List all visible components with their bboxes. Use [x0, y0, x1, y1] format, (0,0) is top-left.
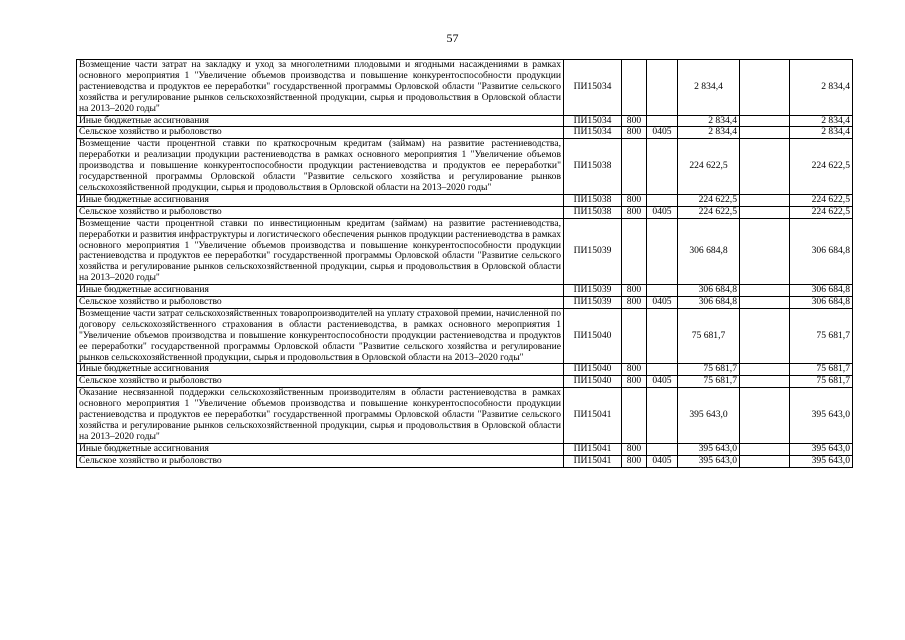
row-rp-cell	[647, 194, 678, 206]
row-vr-cell	[622, 218, 647, 284]
row-code-cell: ПИ15041	[564, 455, 622, 467]
row-code-cell: ПИ15041	[564, 388, 622, 444]
row-name-cell: Возмещение части процентной ставки по краткосрочным кредитам (займам) на развитие растениеводства, переработки и реализации продукции растениеводства в рамках основного мероприятия 1 "Увеличение объемов производства и повышение конкурентоспособности продукции растениеводства и продуктов ее переработки" государственной программы Орловской области "Развитие сельского хозяйства и регулирование рынков сельскохозяйственной продукции, сырья и продовольствия в Орловской области на 2013–2020 годы"	[77, 139, 564, 195]
row-sum1-cell: 306 684,8	[678, 218, 740, 284]
table-row	[77, 455, 853, 467]
row-code-cell: ПИ15038	[564, 139, 622, 195]
row-name-cell: Возмещение части затрат на закладку и уход за многолетними плодовыми и ягодными насаждениями в рамках основного мероприятия 1 "Увеличение объемов производства и повышение конкурентоспособности продукции растениеводства и продуктов ее переработки" государственной программы Орловской области "Развитие сельского хозяйства и регулирование рынков сельскохозяйственной продукции, сырья и продовольствия в Орловской области на 2013–2020 годы"	[77, 60, 564, 116]
row-rp-cell: 0405	[647, 127, 678, 139]
row-code-cell: ПИ15041	[564, 443, 622, 455]
row-name-cell: Сельское хозяйство и рыболовство	[77, 127, 564, 139]
row-name-cell: Возмещение части процентной ставки по инвестиционным кредитам (займам) на развитие растениеводства, переработки и развития инфраструктуры и логистического обеспечения рынков продукции растениеводства в рамках основного мероприятия 1 "Увеличение объемов производства и повышение конкурентоспособности продукции растениеводства и продуктов ее переработки" государственной программы Орловской области "Развитие сельского хозяйства и регулирование рынков сельскохозяйственной продукции, сырья и продовольствия в Орловской области на 2013–2020 годы"	[77, 218, 564, 284]
row-sum2-cell	[740, 376, 790, 388]
row-name-cell: Сельское хозяйство и рыболовство	[77, 206, 564, 218]
row-vr-cell: 800	[622, 443, 647, 455]
row-sum1-cell: 2 834,4	[678, 60, 740, 116]
row-sum3-cell: 2 834,4	[790, 60, 853, 116]
row-vr-cell: 800	[622, 376, 647, 388]
row-code-cell: ПИ15034	[564, 127, 622, 139]
row-sum1-cell: 75 681,7	[678, 308, 740, 364]
row-sum2-cell	[740, 206, 790, 218]
row-name-cell: Сельское хозяйство и рыболовство	[77, 455, 564, 467]
row-sum3-cell: 224 622,5	[790, 139, 853, 195]
row-code-cell: ПИ15038	[564, 206, 622, 218]
row-rp-cell: 0405	[647, 206, 678, 218]
row-vr-cell: 800	[622, 455, 647, 467]
row-vr-cell: 800	[622, 364, 647, 376]
row-rp-cell	[647, 388, 678, 444]
row-sum2-cell	[740, 218, 790, 284]
row-rp-cell: 0405	[647, 297, 678, 309]
row-vr-cell: 800	[622, 194, 647, 206]
table-row	[77, 364, 853, 376]
row-sum3-cell: 395 643,0	[790, 455, 853, 467]
row-vr-cell: 800	[622, 285, 647, 297]
row-sum2-cell	[740, 60, 790, 116]
table-row	[77, 127, 853, 139]
row-sum1-cell: 395 643,0	[678, 443, 740, 455]
row-sum2-cell	[740, 285, 790, 297]
row-sum2-cell	[740, 455, 790, 467]
row-vr-cell: 800	[622, 115, 647, 127]
row-name-cell: Сельское хозяйство и рыболовство	[77, 376, 564, 388]
table-row	[77, 285, 853, 297]
row-vr-cell	[622, 139, 647, 195]
row-sum1-cell: 395 643,0	[678, 388, 740, 444]
table-row	[77, 218, 853, 284]
row-name-cell: Возмещение части затрат сельскохозяйственных товаропроизводителей на уплату страховой премии, начисленной по договору сельскохозяйственного страхования в области растениеводства, в рамках основного мероприятия 1 "Увеличение объемов производства и повышение конкурентоспособности продукции растениеводства и продуктов ее переработки" государственной программы Орловской области "Развитие сельского хозяйства и регулирование рынков сельскохозяйственной продукции, сырья и продовольствия в Орловской области на 2013–2020 годы"	[77, 308, 564, 364]
row-rp-cell	[647, 285, 678, 297]
table-row	[77, 206, 853, 218]
row-sum3-cell: 2 834,4	[790, 115, 853, 127]
row-sum3-cell: 224 622,5	[790, 206, 853, 218]
row-sum1-cell: 224 622,5	[678, 206, 740, 218]
table-row	[77, 60, 853, 116]
row-rp-cell	[647, 218, 678, 284]
row-sum2-cell	[740, 115, 790, 127]
row-sum3-cell: 2 834,4	[790, 127, 853, 139]
row-code-cell: ПИ15039	[564, 285, 622, 297]
row-sum3-cell: 75 681,7	[790, 364, 853, 376]
row-sum2-cell	[740, 443, 790, 455]
row-sum2-cell	[740, 297, 790, 309]
row-sum1-cell: 224 622,5	[678, 139, 740, 195]
row-name-cell: Оказание несвязанной поддержки сельскохозяйственным производителям в области растениеводства в рамках основного мероприятия 1 "Увеличение объемов производства и повышение конкурентоспособности продукции растениеводства и продуктов ее переработки" государственной программы Орловской области "Развитие сельского хозяйства и регулирование рынков сельскохозяйственной продукции, сырья и продовольствия в Орловской области на 2013–2020 годы"	[77, 388, 564, 444]
row-vr-cell: 800	[622, 206, 647, 218]
row-code-cell: ПИ15039	[564, 218, 622, 284]
row-rp-cell	[647, 60, 678, 116]
row-rp-cell	[647, 364, 678, 376]
row-sum2-cell	[740, 194, 790, 206]
row-sum2-cell	[740, 308, 790, 364]
table-body	[77, 60, 853, 468]
table-row	[77, 115, 853, 127]
row-name-cell: Сельское хозяйство и рыболовство	[77, 297, 564, 309]
row-sum3-cell: 75 681,7	[790, 376, 853, 388]
row-vr-cell: 800	[622, 127, 647, 139]
row-rp-cell	[647, 115, 678, 127]
row-rp-cell	[647, 308, 678, 364]
row-sum3-cell: 395 643,0	[790, 388, 853, 444]
row-sum1-cell: 2 834,4	[678, 127, 740, 139]
table-row	[77, 376, 853, 388]
row-sum1-cell: 224 622,5	[678, 194, 740, 206]
table-row	[77, 194, 853, 206]
row-sum3-cell: 75 681,7	[790, 308, 853, 364]
row-sum1-cell: 75 681,7	[678, 376, 740, 388]
row-rp-cell	[647, 443, 678, 455]
row-name-cell: Иные бюджетные ассигнования	[77, 443, 564, 455]
row-sum3-cell: 306 684,8	[790, 297, 853, 309]
row-name-cell: Иные бюджетные ассигнования	[77, 285, 564, 297]
table-row	[77, 388, 853, 444]
row-vr-cell	[622, 308, 647, 364]
budget-table	[76, 59, 853, 468]
row-sum1-cell: 75 681,7	[678, 364, 740, 376]
row-code-cell: ПИ15040	[564, 364, 622, 376]
row-sum1-cell: 395 643,0	[678, 455, 740, 467]
row-sum2-cell	[740, 364, 790, 376]
page-number: 57	[446, 31, 459, 45]
row-sum3-cell: 306 684,8	[790, 285, 853, 297]
row-sum1-cell: 2 834,4	[678, 115, 740, 127]
table-row	[77, 443, 853, 455]
row-rp-cell	[647, 139, 678, 195]
row-code-cell: ПИ15038	[564, 194, 622, 206]
row-sum3-cell: 395 643,0	[790, 443, 853, 455]
table-row	[77, 139, 853, 195]
row-name-cell: Иные бюджетные ассигнования	[77, 115, 564, 127]
row-vr-cell	[622, 388, 647, 444]
row-code-cell: ПИ15034	[564, 60, 622, 116]
row-sum1-cell: 306 684,8	[678, 297, 740, 309]
row-vr-cell: 800	[622, 297, 647, 309]
row-sum1-cell: 306 684,8	[678, 285, 740, 297]
row-sum3-cell: 224 622,5	[790, 194, 853, 206]
row-rp-cell: 0405	[647, 455, 678, 467]
table-row	[77, 297, 853, 309]
row-code-cell: ПИ15040	[564, 308, 622, 364]
row-vr-cell	[622, 60, 647, 116]
row-sum3-cell: 306 684,8	[790, 218, 853, 284]
row-code-cell: ПИ15039	[564, 297, 622, 309]
row-code-cell: ПИ15040	[564, 376, 622, 388]
table-row	[77, 308, 853, 364]
row-code-cell: ПИ15034	[564, 115, 622, 127]
row-sum2-cell	[740, 139, 790, 195]
row-sum2-cell	[740, 127, 790, 139]
row-name-cell: Иные бюджетные ассигнования	[77, 194, 564, 206]
row-sum2-cell	[740, 388, 790, 444]
row-rp-cell: 0405	[647, 376, 678, 388]
row-name-cell: Иные бюджетные ассигнования	[77, 364, 564, 376]
